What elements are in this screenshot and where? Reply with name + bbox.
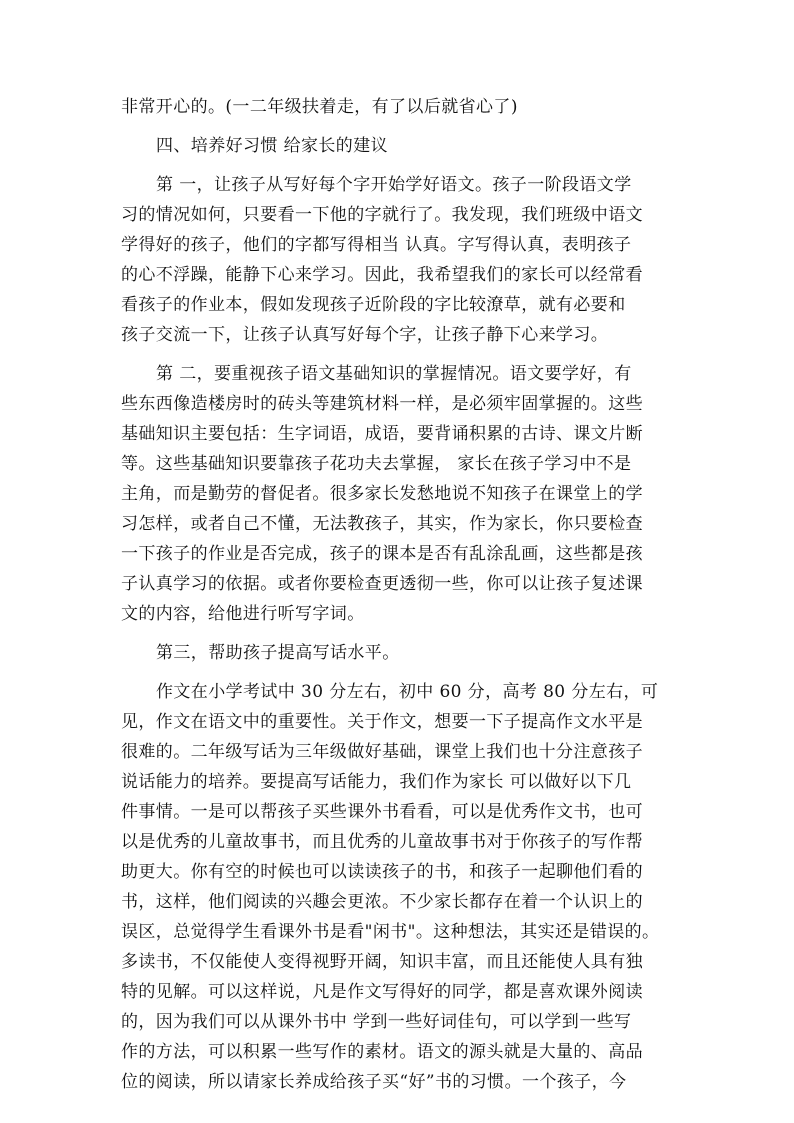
text-line: 孩子交流一下，让孩子认真写好每个字，让孩子静下心来学习。 [121, 325, 609, 345]
text-line: 看孩子的作业本，假如发现孩子近阶段的字比较潦草，就有必要和 [121, 295, 626, 315]
paragraph-spacer [121, 350, 679, 359]
text-line: 书，这样，他们阅读的兴趣会更浓。不少家长都存在着一个认识上的 [121, 892, 643, 912]
text-line: 主角，而是勤劳的督促者。很多家长发愁地说不知孩子在课堂上的学 [121, 484, 643, 504]
text-line: 的，因为我们可以从课外书中 学到一些好词佳句，可以学到一些写 [121, 1012, 632, 1032]
text-line: 一下孩子的作业是否完成，孩子的课本是否有乱涂乱画，这些都是孩 [121, 544, 643, 564]
text-line: 件事情。一是可以帮孩子买些课外书看看，可以是优秀作文书，也可 [121, 802, 643, 822]
text-line: 子认真学习的依据。或者你要检查更透彻一些，你可以让孩子复述课 [121, 574, 643, 594]
text-line: 的心不浮躁，能静下心来学习。因此，我希望我们的家长可以经常看 [121, 265, 643, 285]
text-line: 第 一，让孩子从写好每个字开始学好语文。孩子一阶段语文学 [156, 175, 632, 195]
text-line: 基础知识主要包括：生字词语，成语，要背诵积累的古诗、课文片断 [121, 424, 643, 444]
paragraph-spacer [121, 629, 679, 638]
paragraph-spacer [121, 122, 679, 131]
text-line: 第三，帮助孩子提高写话水平。 [156, 643, 400, 663]
text-line: 等。这些基础知识要靠孩子花功夫去掌握， 家长在孩子学习中不是 [121, 454, 632, 474]
text-line: 作文在小学考试中 30 分左右，初中 60 分，高考 80 分左右，可 [156, 682, 659, 702]
text-line: 作的方法，可以积累一些写作的素材。语文的源头就是大量的、高品 [121, 1042, 643, 1062]
text-line: 误区，总觉得学生看课外书是看"闲书"。这种想法，其实还是错误的。 [121, 922, 660, 942]
text-line: 特的见解。可以这样说，凡是作文写得好的同学，都是喜欢课外阅读 [121, 982, 643, 1002]
text-line: 说话能力的培养。要提高写话能力，我们作为家长 可以做好以下几 [121, 772, 632, 792]
paragraph-spacer [121, 161, 679, 170]
text-line: 第 二，要重视孩子语文基础知识的掌握情况。语文要学好，有 [156, 364, 632, 384]
text-line: 以是优秀的儿童故事书，而且优秀的儿童故事书对于你孩子的写作帮 [121, 832, 643, 852]
text-line: 文的内容，给他进行听写字词。 [121, 604, 365, 624]
text-line: 很难的。二年级写话为三年级做好基础，课堂上我们也十分注意孩子 [121, 742, 643, 762]
text-line: 四、培养好习惯 给家长的建议 [156, 136, 389, 156]
text-line: 习怎样，或者自己不懂，无法教孩子，其实，作为家长，你只要检查 [121, 514, 643, 534]
document-page [121, 92, 679, 1097]
text-line: 些东西像造楼房时的砖头等建筑材料一样，是必须牢固掌握的。这些 [121, 394, 643, 414]
text-line: 习的情况如何，只要看一下他的字就行了。我发现，我们班级中语文 [121, 205, 643, 225]
text-line: 多读书，不仅能使人变得视野开阔，知识丰富，而且还能使人具有独 [121, 952, 643, 972]
text-line: 非常开心的。(一二年级扶着走，有了以后就省心了) [121, 97, 518, 117]
text-line: 位的阅读，所以请家长养成给孩子买“好”书的习惯。一个孩子，今 [121, 1072, 627, 1092]
text-line: 学得好的孩子，他们的字都写得相当 认真。字写得认真，表明孩子 [121, 235, 632, 255]
text-line: 见，作文在语文中的重要性。关于作文，想要一下子提高作文水平是 [121, 712, 643, 732]
text-line: 助更大。你有空的时候也可以读读孩子的书，和孩子一起聊他们看的 [121, 862, 643, 882]
paragraph-spacer [121, 668, 679, 677]
